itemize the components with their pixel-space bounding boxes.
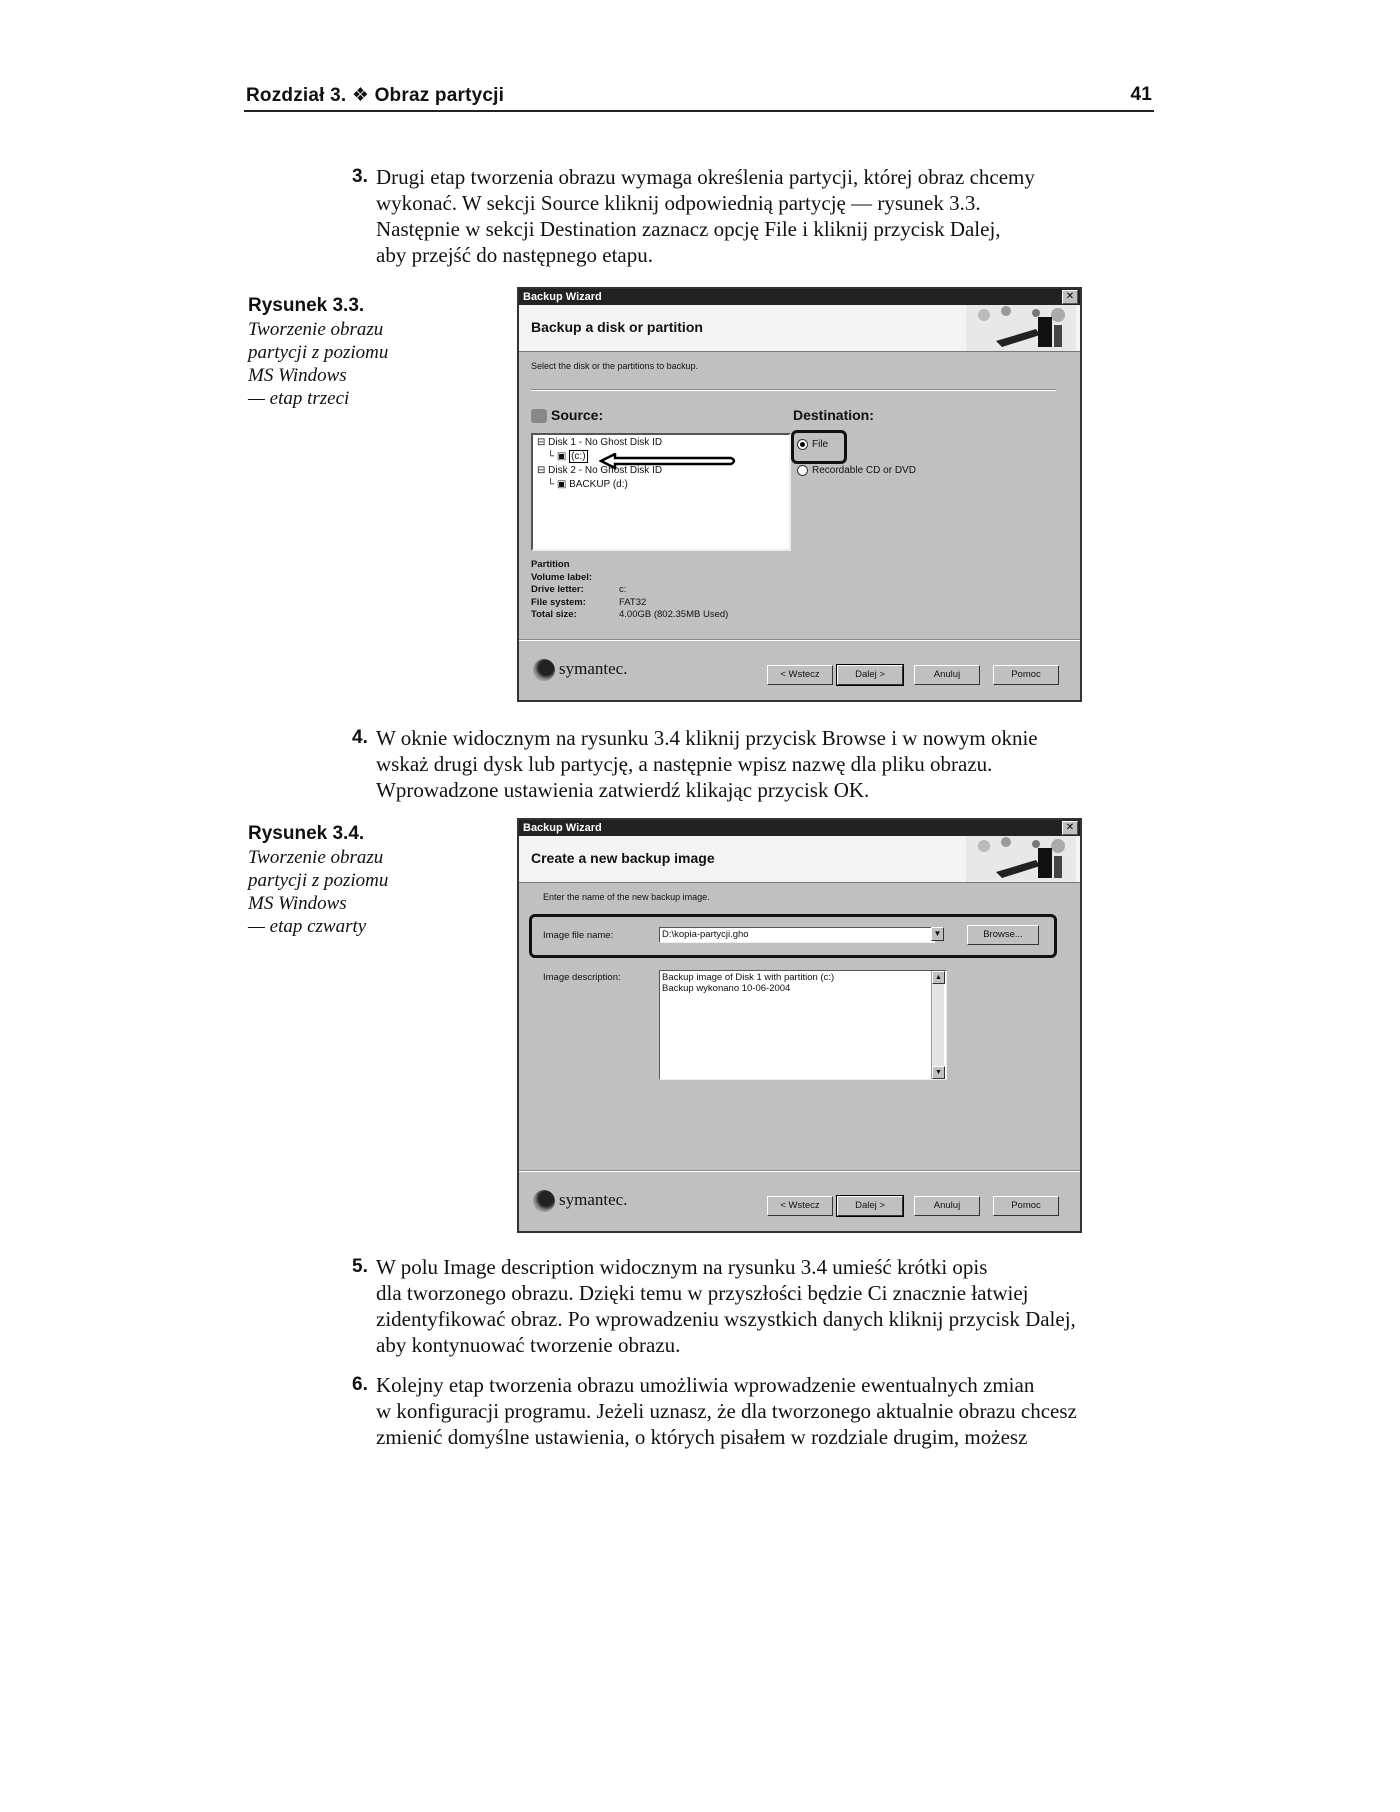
tree-item-label: Disk 2 - No Ghost Disk ID: [548, 465, 663, 476]
close-button[interactable]: ✕: [1062, 821, 1078, 835]
figure-title: Rysunek 3.3.: [248, 295, 365, 316]
tree-item-label: BACKUP (d:): [569, 479, 628, 490]
window-titlebar: [519, 289, 1080, 305]
back-button[interactable]: < Wstecz: [767, 665, 833, 685]
figure-title: Rysunek 3.4.: [248, 823, 365, 844]
tree-item-partition-c[interactable]: └ ▣ (c:): [547, 451, 586, 462]
caption-line: Tworzenie obrazu: [248, 319, 384, 340]
wizard-heading: Create a new backup image: [531, 850, 715, 866]
brand-text: symantec.: [559, 659, 628, 678]
highlight-arrow-icon: [599, 453, 739, 473]
step-line: W polu Image description widocznym na rysunku 3.4 umieść krótki opis: [376, 1255, 988, 1279]
step-number: 3.: [352, 166, 368, 187]
image-file-label: Image file name:: [543, 930, 614, 941]
info-value: c:: [619, 584, 627, 595]
step-number: 5.: [352, 1256, 368, 1277]
dest-option-label: File: [812, 439, 829, 451]
image-description-textarea[interactable]: [659, 970, 947, 1080]
divider: [519, 639, 1080, 641]
caption-line: MS Windows: [248, 893, 347, 914]
chevron-down-icon[interactable]: ▼: [931, 927, 944, 941]
highlight-box: [791, 430, 847, 464]
description-line: Backup wykonano 10-06-2004: [662, 983, 791, 994]
step-line: W oknie widocznym na rysunku 3.4 kliknij przycisk Browse i w nowym oknie: [376, 726, 1038, 750]
dest-option-label: Recordable CD or DVD: [812, 465, 916, 477]
cancel-button[interactable]: Anuluj: [914, 665, 980, 685]
tree-item-disk1[interactable]: ⊟ Disk 1 - No Ghost Disk ID: [537, 437, 663, 448]
image-description-label: Image description:: [543, 972, 621, 983]
scroll-down-icon[interactable]: ▼: [932, 1066, 945, 1079]
step-line: w konfiguracji programu. Jeżeli uznasz, że dla tworzonego aktualnie obrazu chcesz: [376, 1399, 1077, 1423]
tree-item-label: (c:): [571, 451, 586, 462]
step-number: 6.: [352, 1374, 368, 1395]
info-row: [531, 572, 728, 585]
window-title: Backup Wizard: [523, 291, 602, 303]
caption-line: — etap czwarty: [248, 916, 367, 937]
divider: [531, 389, 1056, 391]
step-line: aby kontynuować tworzenie obrazu.: [376, 1333, 681, 1357]
tree-item-disk2[interactable]: ⊟ Disk 2 - No Ghost Disk ID: [537, 465, 663, 476]
caption-line: — etap trzeci: [248, 388, 350, 409]
symantec-logo: [533, 1190, 627, 1212]
source-icon: [531, 409, 547, 423]
caption-line: MS Windows: [248, 365, 347, 386]
wizard-illustration-icon: [966, 836, 1076, 882]
back-button[interactable]: < Wstecz: [767, 1196, 833, 1216]
window-titlebar: [519, 820, 1080, 836]
symantec-logo: [533, 659, 627, 681]
wizard-illustration-icon: [966, 305, 1076, 351]
backup-wizard-dialog-source: [517, 287, 1082, 702]
close-button[interactable]: ✕: [1062, 290, 1078, 304]
tree-item-partition-d[interactable]: └ ▣ BACKUP (d:): [547, 479, 628, 490]
dest-option-cd[interactable]: [797, 465, 916, 476]
source-label-text: Source:: [551, 407, 604, 423]
help-button[interactable]: Pomoc: [993, 1196, 1059, 1216]
symantec-logo-icon: [533, 1190, 555, 1212]
source-tree[interactable]: [531, 433, 791, 551]
caption-line: partycji z poziomu: [248, 342, 389, 363]
tree-item-label: Disk 1 - No Ghost Disk ID: [548, 437, 663, 448]
step-line: zmienić domyślne ustawienia, o których pisałem w rozdziale drugim, możesz: [376, 1425, 1028, 1449]
info-row: [531, 597, 728, 610]
info-row: [531, 584, 728, 597]
step-line: Drugi etap tworzenia obrazu wymaga określenia partycji, której obraz chcemy: [376, 165, 1035, 189]
cancel-button[interactable]: Anuluj: [914, 1196, 980, 1216]
figure-caption-3-3: [248, 294, 428, 410]
destination-label: Destination:: [793, 407, 874, 423]
description-scrollbar[interactable]: [931, 971, 944, 1079]
page-number: 41: [1130, 84, 1152, 105]
info-key: Volume label:: [531, 571, 593, 583]
scroll-up-icon[interactable]: ▲: [932, 971, 945, 984]
info-key: Total size:: [531, 609, 577, 620]
wizard-subtitle: Select the disk or the partitions to backup.: [531, 361, 699, 371]
wizard-header: [519, 305, 1080, 352]
step-line: Następnie w sekcji Destination zaznacz opcję File i kliknij przycisk Dalej,: [376, 217, 1001, 241]
step-5: [352, 1254, 1158, 1358]
partition-info: [531, 559, 728, 622]
image-file-input[interactable]: D:\kopia-partycji.gho: [659, 927, 935, 943]
backup-wizard-dialog-image: [517, 818, 1082, 1233]
help-button[interactable]: Pomoc: [993, 665, 1059, 685]
step-line: Kolejny etap tworzenia obrazu umożliwia wprowadzenie ewentualnych zmian: [376, 1373, 1035, 1397]
step-number: 4.: [352, 727, 368, 748]
chapter-title: Rozdział 3. ❖ Obraz partycji: [246, 85, 505, 106]
info-row: [531, 609, 728, 622]
divider: [519, 1170, 1080, 1172]
info-key: Drive letter:: [531, 584, 584, 595]
partition-header: Partition: [531, 559, 570, 570]
next-button[interactable]: Dalej >: [837, 665, 903, 685]
step-line: wskaż drugi dysk lub partycję, a następnie wpisz nazwę dla pliku obrazu.: [376, 752, 993, 776]
source-label: [531, 407, 603, 423]
description-line: Backup image of Disk 1 with partition (c:): [662, 972, 835, 983]
radio-icon: [797, 465, 808, 476]
step-4: [352, 725, 1158, 803]
info-key: File system:: [531, 596, 586, 608]
step-6: [352, 1372, 1158, 1450]
step-line: zidentyfikować obraz. Po wprowadzeniu wszystkich danych kliknij przycisk Dalej,: [376, 1307, 1076, 1331]
step-line: dla tworzonego obrazu. Dzięki temu w przyszłości będzie Ci znacznie łatwiej: [376, 1281, 1029, 1305]
info-value: FAT32: [619, 596, 647, 608]
step-3: [352, 164, 1158, 268]
figure-caption-3-4: [248, 822, 428, 938]
caption-line: Tworzenie obrazu: [248, 847, 384, 868]
browse-button[interactable]: Browse...: [967, 925, 1039, 945]
info-value: 4.00GB (802.35MB Used): [619, 609, 729, 620]
wizard-heading: Backup a disk or partition: [531, 319, 703, 335]
step-line: wykonać. W sekcji Source kliknij odpowiednią partycję — rysunek 3.3.: [376, 191, 981, 215]
wizard-subtitle: Enter the name of the new backup image.: [543, 892, 710, 902]
brand-text: symantec.: [559, 1190, 628, 1209]
symantec-logo-icon: [533, 659, 555, 681]
step-line: aby przejść do następnego etapu.: [376, 243, 653, 267]
running-header: [244, 84, 1154, 112]
step-line: Wprowadzone ustawienia zatwierdź klikając przycisk OK.: [376, 778, 870, 802]
next-button[interactable]: Dalej >: [837, 1196, 903, 1216]
window-title: Backup Wizard: [523, 822, 602, 834]
caption-line: partycji z poziomu: [248, 870, 389, 891]
wizard-header: [519, 836, 1080, 883]
